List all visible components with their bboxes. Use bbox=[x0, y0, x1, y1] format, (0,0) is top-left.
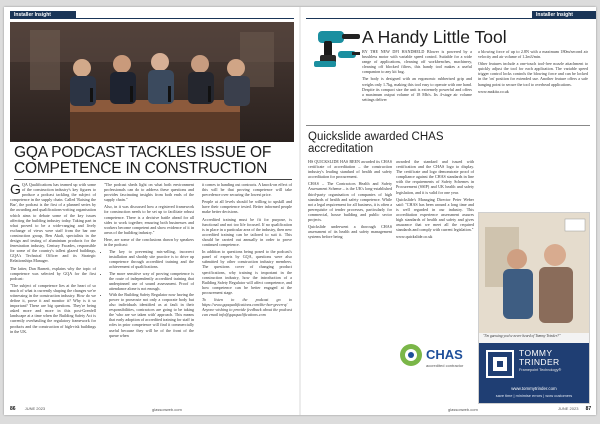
chas-column-1 bbox=[308, 159, 392, 241]
header-rule bbox=[306, 18, 590, 19]
tool-column-2 bbox=[478, 49, 588, 96]
article-column-1 bbox=[10, 182, 96, 336]
issue-date: JUNE 2023 bbox=[558, 406, 579, 411]
chas-article-title: Quickslide awarded CHAS accreditation bbox=[308, 131, 444, 155]
right-page bbox=[300, 7, 596, 415]
advert-photo bbox=[479, 213, 589, 333]
paragraph: Here, are some of the conclusions drawn by speakers in the podcast: bbox=[104, 236, 194, 248]
paragraph: Also, in it was discussed how a registered framework for construction needs to be set up to facilitate robust competence. There is a decisive battle ahead for all sides to work together; ensuring both businesses and workers become competent and show evidence of it in areas of the building industry." bbox=[104, 204, 194, 235]
tool-website-link[interactable]: www.makita.co.uk bbox=[478, 88, 509, 94]
chas-logo bbox=[396, 335, 470, 379]
drop-cap: G bbox=[10, 181, 21, 197]
paragraph: People at all levels should be willing to upskill and have their competence tested. Better informed people make better decisions. bbox=[202, 199, 292, 215]
paragraph: QA Qualifications has teamed up with some of the construction industry's key figures to produce a podcast tackling the subject of competence in the supply chain. Called 'Raising the Bar', the podcast is the first of a planned series by the awarding and qualifications-writing organisation which aims to debate some of the key issues affecting the building industry today. Taking part in what proved to be a wide-ranging and lively exchange of views were staff from the bar one construction group, Ben Akali, specialists in the design and testing of aluminium products for the fenestration industry, Century Facades, responsible for some of the country's tallest glazed buildings, GQA's Technical Officer and its Strategic Relationships Manager. bbox=[10, 182, 96, 264]
paragraph: HS QUICKSLIDE HAS BEEN awarded its CHAS certificate of accreditation – the construction industry's leading standard of health and safety accreditation for procurement. bbox=[308, 159, 392, 180]
advert-quote: "I'm guessing you've never heard of Tommy Trinder?" bbox=[483, 334, 561, 338]
site-name: glassonweb.com bbox=[152, 407, 182, 412]
paragraph: The latter, Dan Barnett, explains why the topic of competence was selected by GQA for the first podcast: bbox=[10, 265, 96, 281]
page-number: 87 bbox=[585, 406, 592, 412]
chas-column-2 bbox=[396, 159, 474, 241]
tommy-trinder-logo-icon bbox=[485, 349, 515, 379]
bullet-item: • The key to preventing mis-selling, incorrect installation and shoddy site practice is to drive up competence through accredited training and the achievement of qualifications. bbox=[109, 249, 194, 269]
tool-column-1 bbox=[362, 49, 472, 104]
paragraph: "The podcast sheds light on what both environment professionals can do to address these questions and provides fascinating insights from both ends of the supply chain." bbox=[104, 182, 194, 203]
paragraph: Quickslide underwent a thorough CHAS assessment of its health and safety management systems before being bbox=[308, 224, 392, 240]
paragraph: Other features include a one-touch tool-free nozzle attachment to quickly adjust the tool for each application. The variable speed trigger control locks controls the blowing force and can be locked in the 'on' position for extended use. Another feature offers a safe hanging point to secure the tool to overhead applications. bbox=[478, 61, 588, 87]
paragraph: awarded the standard and issued with certification and the CHAS logo to display. The certificate and logo demonstrate proof of compliance against the CHAS standards in line with the requirements of Safety Schemes in Procurement (SSIP) and UK health and safety legislation, and it is valid for one year. bbox=[396, 159, 474, 195]
paragraph: In addition to questions being posed to the podcast's panel of experts by GQA, questions were also submitted by other construction industry members. The questions cover of changing product specifications, why training is important in the construction industry, how the introduction of a Building Safety Regulator will affect competence, and how competence can be better engaged at the procurement stage. bbox=[202, 249, 292, 295]
left-footer bbox=[10, 406, 45, 412]
section-divider bbox=[306, 125, 590, 126]
section-header: Installer Insight bbox=[10, 11, 76, 19]
paragraph: The body is designed with an ergonomic rubberised grip and weighs only 1.7kg, making this tool easy to operate with one hand. Despite its compact size the unit is extremely powerful and offers a maximum output volume of 18 Mb/s. Its 4-stage air volume settings deliver bbox=[362, 76, 472, 102]
header-rule bbox=[10, 18, 294, 19]
paragraph: "The subject of competence lies at the heart of so much of what is currently shaping the changes we're witnessing in the construction industry. How do we define it, prove it and monitor it? Why is it so important? These are big questions. They're being asked more and more in this post-Grenfell landscape at a time when the Building Safety Act is currently overhauling the regulatory framework for products and the construction of high-risk buildings in the UK. bbox=[10, 282, 96, 334]
advert-band bbox=[479, 343, 589, 403]
podcast-photo bbox=[10, 22, 294, 142]
tool-article-title: A Handy Little Tool bbox=[362, 27, 507, 47]
bullet-list bbox=[104, 249, 194, 338]
magazine-spread bbox=[4, 7, 596, 415]
podcast-note: To listen to the podcast go to https://www.gqaqualifications.com/the-bar-green-q/ Anyone wishing to provide feedback about the podcast can email info@gqaqualifications.com bbox=[202, 296, 292, 318]
issue-date: JUNE 2023 bbox=[24, 406, 46, 411]
paragraph: a blowing force of up to 2.8N with a maximum 180m/second air velocity and air volume of 1.2m3/min. bbox=[478, 49, 588, 60]
advert-brand: TOMMY TRINDER bbox=[519, 348, 560, 367]
advert-people-image bbox=[479, 213, 589, 333]
chas-logo-text: CHAS bbox=[426, 347, 463, 362]
chas-website-link[interactable]: www.quickslide.co.uk bbox=[396, 234, 433, 240]
podcast-studio-image bbox=[10, 22, 294, 142]
advert-brand-sub: Framepoint Technology® bbox=[519, 368, 562, 372]
chas-logo-subtext: accredited contractor bbox=[426, 363, 464, 368]
paragraph: BY THE NEW DFI HANDHELD Blower is powered by a brushless motor with variable speed control. Suitable for a wide range of applications, cleaning off workbenches, machinery, cleaning off blocked filters, this handy tool makes a useful companion to any kit bag. bbox=[362, 49, 472, 75]
paragraph: CHAS – The Contractors Health and Safety Assessment Scheme – is the UK's long-established third-party organisation of companies of high standards of health and safety competence. While not a legal requirement for all business, it is often a prerequisite of tender processes, particularly for commercial, house building and public sector projects. bbox=[308, 181, 393, 223]
section-header: Installer Insight bbox=[532, 11, 596, 19]
bullet-item: • The more sensitive way of proving competence is the route of independently accredited training that underpinned use of sound assessment. Proof of attendance alone is not enough. bbox=[109, 271, 194, 291]
site-name: glassonweb.com bbox=[448, 407, 478, 412]
advert-url[interactable]: www.tommytrinder.com bbox=[511, 386, 557, 391]
blower-icon bbox=[312, 21, 362, 77]
right-footer bbox=[558, 406, 591, 412]
article-column-2 bbox=[104, 182, 194, 339]
paragraph: Quickslide's Managing Director Peter Weber said: "CHAS has been around a long time and is well regarded in our industry. This accreditation experience assessment assures high standards of health and safety and gives assurance that we meet all the required standards and comply with current legislation." bbox=[396, 196, 474, 233]
article-column-3 bbox=[202, 182, 292, 319]
advert-tagline: save time | minimise errors | wow customers bbox=[495, 393, 573, 398]
paragraph: Accredited training must be fit for purpose, is functional and not too life focused. If no qualification is in place in a particular area of the industry, then new accredited training can be tailored to suit it. This should be carried out annually in order to prove continued competence. bbox=[202, 216, 292, 248]
left-page bbox=[4, 7, 300, 415]
tommy-trinder-advert[interactable] bbox=[478, 212, 590, 404]
page-number: 86 bbox=[10, 406, 16, 412]
headline-rule bbox=[14, 179, 292, 180]
article-headline: GQA PODCAST TACKLES ISSUE OF COMPETENCE IN CONSTRUCTION bbox=[14, 144, 272, 177]
blower-tool-image bbox=[312, 21, 362, 77]
bullet-item: • With the Building Safety Regulator now having the power to prosecute not only a corporate body but also individuals identified as at fault in their responsibilities, contractors are going to be taking the 'who are we taken with' approach. This means that early adoption of accredited training for staff in roles in prior competence will find it commercially useful because they will be of the front of the queue when bbox=[109, 292, 194, 338]
chas-logo-icon bbox=[396, 335, 470, 379]
paragraph: it comes to handing out contracts. A knock-on effect of this will be that proving competence will take precedence over securing the lowest price. bbox=[202, 182, 292, 198]
